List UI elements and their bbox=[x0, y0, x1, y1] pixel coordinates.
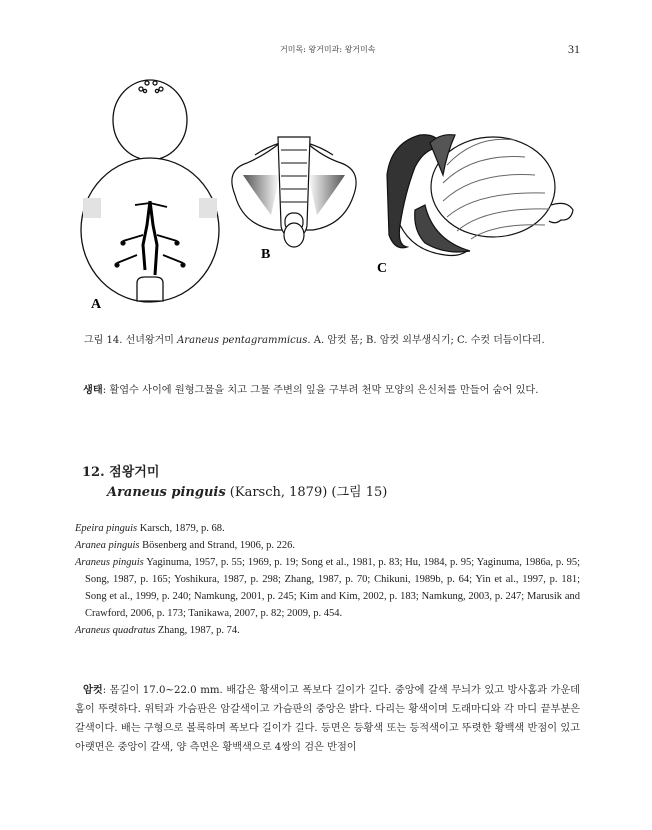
synonym-entry bbox=[75, 622, 580, 639]
page-header bbox=[0, 44, 652, 58]
synonym-name: Araneus pinguis bbox=[75, 557, 144, 568]
figure-14 bbox=[75, 75, 585, 315]
synonym-ref: Bösenberg and Strand, 1906, p. 226. bbox=[139, 540, 296, 551]
caption-prefix: 그림 14. 선녀왕거미 bbox=[84, 335, 178, 346]
synonym-name: Aranea pinguis bbox=[75, 540, 140, 551]
ecology-paragraph bbox=[75, 381, 580, 400]
section-authority: (Karsch, 1879) (그림 15) bbox=[225, 485, 388, 500]
section-scientific-name bbox=[107, 484, 387, 502]
synonym-entry bbox=[75, 520, 580, 537]
female-description bbox=[75, 681, 580, 757]
female-text: : 몸길이 17.0~22.0 mm. 배갑은 황색이고 폭보다 길이가 길다. 중앙에 갈색 무늬가 있고 방사홈과 가운데홈이 뚜렷하다. 위턱과 가슴판은 암갈색이고 가슴판의 중앙은 밝다. 다리는 황색이며 도래마디와 각 마디 끝부분은 갈색이다. 배는 구형으로 볼록하며 폭보다 길이가 길다. 등면은 등황색 또는 등적색이고 뚜렷한 황백색 반점이 있고 아랫면은 중앙이 갈색, 양 측면은 황백색으로 4쌍의 검은 반점이 bbox=[75, 685, 580, 753]
section-species-name: Araneus pinguis bbox=[107, 485, 226, 500]
synonym-name: Araneus quadratus bbox=[75, 625, 156, 636]
panel-b-epigyne bbox=[232, 137, 356, 247]
synonym-name: Epeira pinguis bbox=[75, 523, 138, 534]
caption-suffix: . A. 암컷 몸; B. 암컷 외부생식기; C. 수컷 더듬이다리. bbox=[307, 335, 545, 346]
female-label: 암컷 bbox=[83, 684, 103, 696]
panel-b-label: B bbox=[261, 247, 271, 262]
caption-species: Araneus pentagrammicus bbox=[177, 335, 308, 346]
figure-illustration bbox=[75, 75, 585, 315]
page-number: 31 bbox=[568, 42, 580, 56]
section-heading: 12. 점왕거미 bbox=[82, 465, 160, 480]
synonym-ref: Karsch, 1879, p. 68. bbox=[137, 523, 225, 534]
ecology-label: 생태 bbox=[83, 384, 103, 396]
synonym-entry bbox=[75, 537, 580, 554]
panel-a-label: A bbox=[91, 297, 102, 312]
running-title: 거미목: 왕거미과: 왕거미속 bbox=[280, 45, 376, 54]
panel-a-female-body bbox=[81, 80, 219, 302]
ecology-text: : 활엽수 사이에 원형그물을 치고 그물 주변의 잎을 구부려 천막 모양의 은신처를 만들어 숨어 있다. bbox=[102, 385, 539, 396]
synonym-ref: Zhang, 1987, p. 74. bbox=[155, 625, 240, 636]
synonym-ref: Yaginuma, 1957, p. 55; 1969, p. 19; Song et al., 1981, p. 83; Hu, 1984, p. 95; Yaginuma, 1986a, p. 95; Song, 1987, p. 165; Yoshikura, 1987, p. 298; Zhang, 1987, p. 70; Chikuni, 1989b, p. 64; Yin et al., 1997, p. 181; Song et al., 1999, p. 240; Namkung, 2001, p. 245; Kim and Kim, 2002, p. 183; Namkung, 2003, p. 247; Marusik and Crawford, 2006, p. 173; Tanikawa, 2007, p. 82; 2009, p. 454. bbox=[85, 557, 580, 619]
synonym-entry bbox=[75, 554, 580, 622]
synonym-list bbox=[75, 520, 580, 639]
panel-c-label: C bbox=[377, 261, 388, 276]
figure-caption bbox=[84, 334, 584, 348]
panel-c-male-palp bbox=[387, 135, 573, 256]
